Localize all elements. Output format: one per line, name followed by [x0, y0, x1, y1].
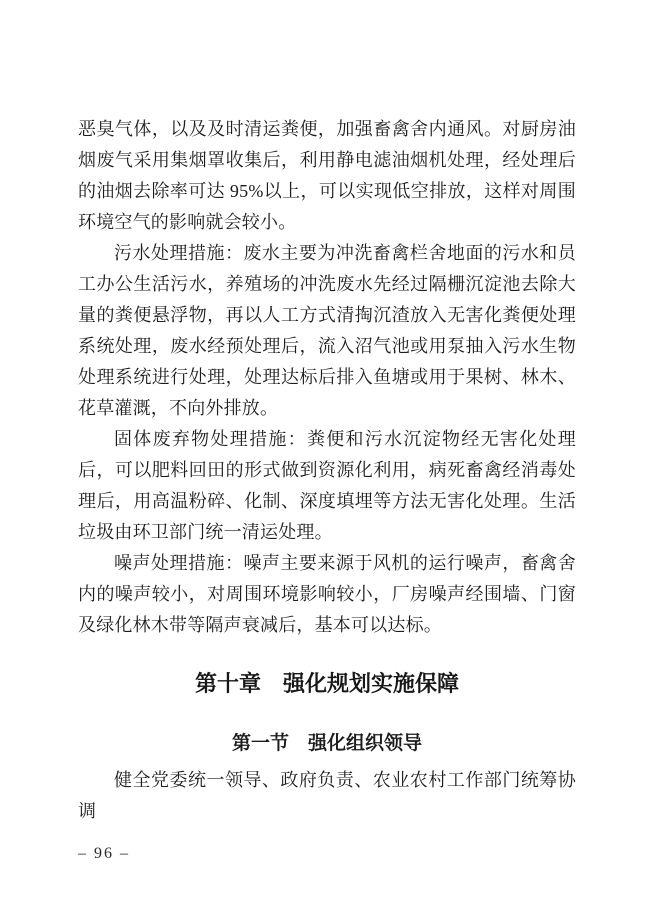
paragraph-organization-leadership: 健全党委统一领导、政府负责、农业农村工作部门统筹协调	[78, 770, 576, 821]
chapter-heading: 第十章 强化规划实施保障	[194, 671, 459, 696]
paragraph-continued-odor-gas: 恶臭气体，以及及时清运粪便，加强畜禽舍内通风。对厨房油烟废气采用集烟罩收集后，利用静电滤油烟机处理，经处理后的油烟去除率可达 95%以上，可以实现低空排放，这样对周围环境空气的影响就会较小。	[78, 119, 576, 232]
paragraph-noise-treatment: 噪声处理措施：噪声主要来源于风机的运行噪声，畜禽舍内的噪声较小，对周围环境影响较小，厂房噪声经围墙、门窗及绿化林木带等隔声衰减后，基本可以达标。	[78, 553, 576, 635]
page-content	[78, 114, 576, 827]
section-heading: 第一节 强化组织领导	[231, 733, 422, 754]
page-number: – 96 –	[78, 845, 130, 862]
paragraph-wastewater-treatment: 污水处理措施：废水主要为冲洗畜禽栏舍地面的污水和员工办公生活污水，养殖场的冲洗废水先经过隔栅沉淀池去除大量的粪便悬浮物，再以人工方式清掏沉渣放入无害化粪便处理系统处理，废水经预处理后，流入沼气池或用泵抽入污水生物处理系统进行处理，处理达标后排入鱼塘或用于果树、林木、花草灌溉，不向外排放。	[78, 243, 576, 418]
paragraph-solid-waste-treatment: 固体废弃物处理措施：粪便和污水沉淀物经无害化处理后，可以肥料回田的形式做到资源化利用，病死畜禽经消毒处理后，用高温粉碎、化制、深度填埋等方法无害化处理。生活垃圾由环卫部门统一清运处理。	[78, 429, 576, 542]
